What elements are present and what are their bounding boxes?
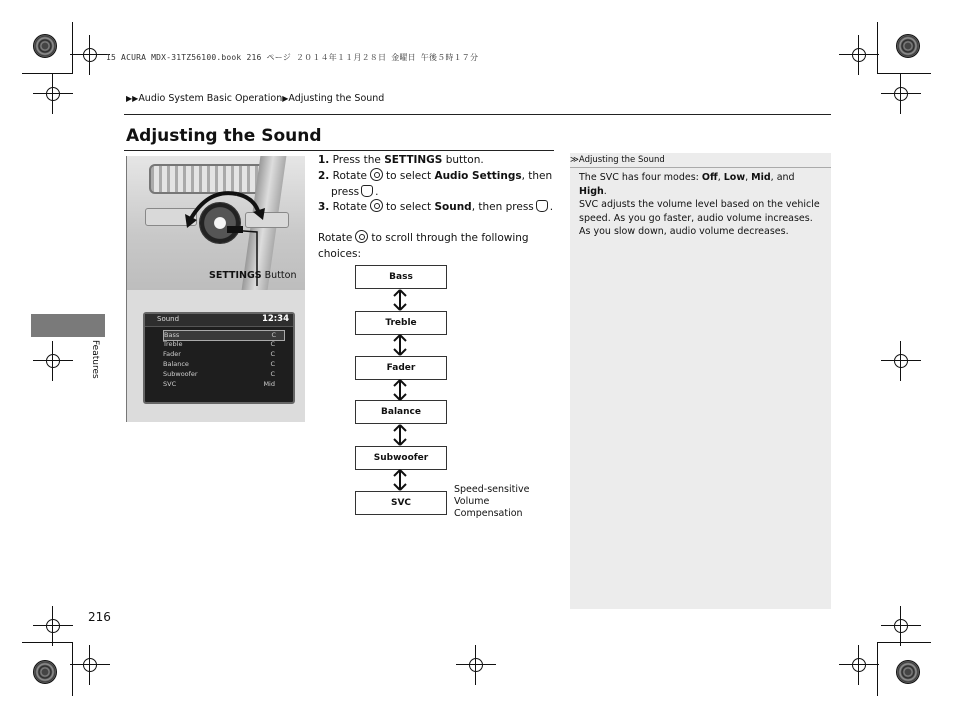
section-tab-label: Features [90,340,100,379]
screen-row: SVC Mid [163,380,275,388]
scroll-instruction: Rotate to scroll through the following choices: [318,232,529,260]
crop-line [877,22,878,74]
step-3: 3. Rotate to select Sound, then press . [318,201,554,213]
breadcrumb-item-audio-system[interactable]: Audio System Basic Operation [138,93,283,104]
screen-row: Bass C [163,330,285,341]
crop-line [72,22,73,74]
interface-dial-icon [370,199,383,212]
settings-button-label: SETTINGS Button [209,270,297,281]
print-registration-disc [896,34,920,58]
crop-mark [43,84,63,104]
side-note-body: The SVC has four modes: Off, Low, Mid, and High. SVC adjusts the volume level based on the vehicle speed. As you go faster, audio volume increases. As you slow down, audio volume decreases. [579,172,820,237]
step-2: 2. Rotate to select Audio Settings, then press . [318,170,553,198]
crop-line [877,642,931,643]
print-registration-disc [33,660,57,684]
choice-box-balance: Balance [355,400,447,424]
double-arrow-icon [392,379,408,401]
side-note-header: ≫Adjusting the Sound [570,153,831,168]
screen-row: Fader C [163,350,275,358]
screen-header [145,314,293,327]
double-arrow-icon [392,289,408,311]
breadcrumb-arrows: ▶▶ [126,94,139,103]
interface-dial-icon [370,168,383,181]
crop-mark [849,45,869,65]
section-tab[interactable] [31,314,105,337]
interface-dial-icon [355,230,368,243]
step-1: 1. Press the SETTINGS button. [318,154,484,166]
crop-mark [466,655,486,675]
breadcrumb-item-adjusting-sound[interactable]: Adjusting the Sound [288,93,385,104]
crop-line [22,642,73,643]
choice-box-subwoofer: Subwoofer [355,446,447,470]
screen-title: Sound [157,315,180,323]
illustration-panel [126,156,305,422]
crop-line [877,73,931,74]
double-arrow-icon [392,334,408,356]
print-registration-disc [896,660,920,684]
print-header: 15 ACURA MDX-31TZ56100.book 216 ページ ２０１４年１１月２８日 金曜日 午後５時１７分 [106,53,479,62]
crop-mark [891,351,911,371]
crop-mark [80,45,100,65]
double-arrow-icon [392,424,408,446]
dashboard-illustration [127,156,305,290]
crop-mark [43,616,63,636]
screen-clock: 12:34 [261,314,289,324]
press-dial-icon [361,185,373,197]
screen-row: Balance C [163,360,275,368]
crop-line [72,642,73,696]
choice-box-bass: Bass [355,265,447,289]
choice-box-fader: Fader [355,356,447,380]
screen-row: Subwoofer C [163,370,275,378]
side-note [570,153,831,609]
crop-line [877,642,878,696]
svc-description: Speed-sensitive Volume Compensation [454,484,530,519]
press-dial-icon [536,200,548,212]
title-rule [124,150,554,151]
crop-mark [43,351,63,371]
choice-box-svc: SVC [355,491,447,515]
header-rule [124,114,831,115]
page-number: 216 [88,610,111,624]
crop-mark [80,655,100,675]
crop-mark [891,616,911,636]
screen-row: Treble C [163,340,275,348]
choice-box-treble: Treble [355,311,447,335]
crop-line [22,73,73,74]
double-arrow-icon [392,469,408,491]
crop-mark [849,655,869,675]
audio-screen-illustration [143,312,295,404]
crop-mark [891,84,911,104]
breadcrumb-separator: ▶ [282,94,289,103]
breadcrumb [126,93,384,104]
page-title: Adjusting the Sound [126,126,322,146]
note-marker-icon: ≫ [570,155,579,165]
print-registration-disc [33,34,57,58]
